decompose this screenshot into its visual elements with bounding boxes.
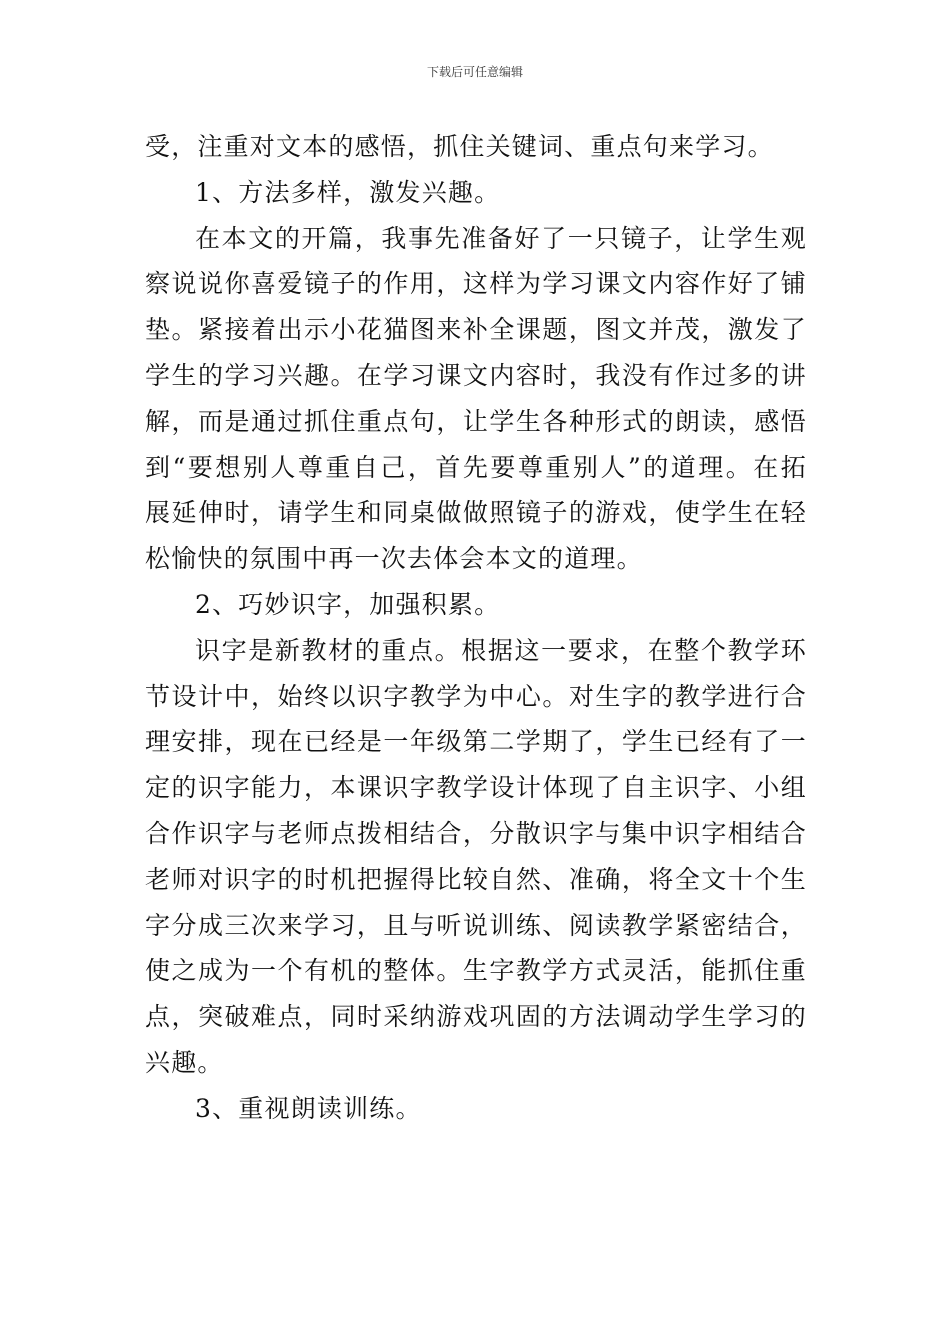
text-line: 使之成为一个有机的整体。生字教学方式灵活，能抓住重	[145, 956, 807, 986]
text-line: 识字是新教材的重点。根据这一要求，在整个教学环	[195, 635, 807, 665]
text-line: 受，注重对文本的感悟，抓住关键词、重点句来学习。	[145, 132, 774, 161]
text-line: 合作识字与老师点拨相结合，分散识字与集中识字相结合	[145, 818, 807, 848]
text-line: 到“要想别人尊重自己，首先要尊重别人”的道理。在拓	[145, 452, 807, 482]
text-line: 学生的学习兴趣。在学习课文内容时，我没有作过多的讲	[145, 360, 807, 390]
text-line: 点，突破难点，同时采纳游戏巩固的方法调动学生学习的	[145, 1002, 807, 1032]
text-line: 展延伸时，请学生和同桌做做照镜子的游戏，使学生在轻	[145, 498, 807, 528]
text-line: 兴趣。	[145, 1047, 224, 1077]
text-line: 老师对识字的时机把握得比较自然、准确，将全文十个生	[145, 864, 807, 894]
text-line: 垫。紧接着出示小花猫图来补全课题，图文并茂，激发了	[145, 315, 807, 345]
text-line: 节设计中，始终以识字教学为中心。对生字的教学进行合	[145, 681, 807, 711]
page-header: 下载后可任意编辑	[426, 65, 523, 79]
section-heading: 3、重视朗读训练。	[195, 1093, 422, 1123]
text-line: 定的识字能力，本课识字教学设计体现了自主识字、小组	[145, 773, 807, 803]
section-heading: 2、巧妙识字，加强积累。	[195, 589, 501, 619]
text-line: 字分成三次来学习，且与听说训练、阅读教学紧密结合，	[145, 910, 807, 940]
text-line: 松愉快的氛围中再一次去体会本文的道理。	[145, 544, 643, 574]
text-line: 解，而是通过抓住重点句，让学生各种形式的朗读，感悟	[145, 406, 807, 436]
document-body	[145, 124, 807, 1132]
text-line: 理安排，现在已经是一年级第二学期了，学生已经有了一	[145, 727, 807, 757]
section-heading: 1、方法多样，激发兴趣。	[195, 177, 501, 207]
text-line: 在本文的开篇，我事先准备好了一只镜子，让学生观	[195, 223, 807, 253]
text-line: 察说说你喜爱镜子的作用，这样为学习课文内容作好了铺	[145, 269, 807, 299]
